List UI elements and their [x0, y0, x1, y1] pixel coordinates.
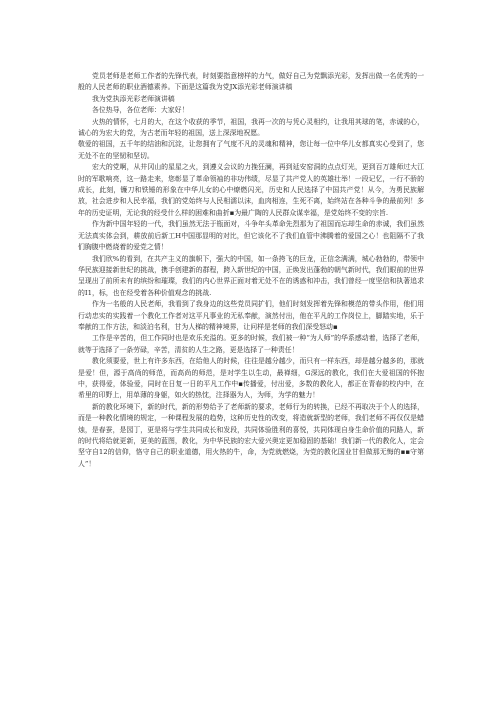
document-title: 我为党执添光彩老师演讲稿	[92, 94, 175, 103]
body-paragraph: 宏大的党啊，从井冈山的星星之火，到遵义会议的力挽狂澜，再到延安窑洞的点点灯光，更到百万雄师过大江时的军歌响亮，这一路走来，您彰显了革命领袖的非功伟绩，尽显了共产党人的英雄壮举！一段记忆，一行不骄的成长，此刻，镰刀和铁锤的形象在中华儿女的心中燎燃闪光，历史和人民选择了中国共产党！从今，为勇民族解放，社会进步和人民幸福，我们的党始终与人民相濡以沫，血肉相连，生死不离，始终站在各种斗争的最前列！多年的历史证明，无论我的经受什么样的困难和曲折▪为最广陶的人民群众谋幸福，是党始终不变的宗旨.	[78, 163, 424, 217]
body-paragraph: 作为新中国年轻的一代，我们虽然无法于瓶面对，斗争年头革命先烈那为了祖国而忘却生命的赤诚，我们虽然无法真实体会到，耕放前后新工H中国那显明的对比，但它该化不了我们血管中沸腾着的爱国之心！也阻隔不了我们胸腹中燃烧着的爱党之情！	[78, 220, 424, 252]
greeting: 各位热导，各位老师：大家好！	[92, 106, 189, 115]
body-paragraph: 教化须要爱，世上有许多东西，在给他人的时候，往往是越分越少，而只有一样东西，却是越分越多的，那就是爱！但，源于高尚的师范，而高尚的师范，是对学生以生动，最禅细，G深远的教化，我们在大爱祖国的怀抱中，获得爱，体验爱，同时在日复一日的平凡工作中▪传播爱，付出爱，多数的教化人，都正在青春的校内中，在希里的印野上，用单薄的身躯，如火的热忱，注择器为人，为师，为学的魅力！	[78, 357, 424, 400]
body-paragraph: 火热的情怀，七月的大，在这个收获的季节，祖国，我再一次的与凭心灵相约，让我用其球的笔，赤诚的心，诚心的为宏大的党，为古老而年轻的祖国，送上深深地祝愿。	[78, 117, 424, 138]
body-paragraph: 作为一名般的人民老师，我看到了我身边的这些党员同扩们，他们时刻发挥着先锋和模范的带头作用，他们用行动忠实的实践着一个教化工作者对这平凡事业的无私奉献，演然付出，他在平凡的工作岗位上，脚踏实地，乐于奉献的工作方法，和淡泊名利，甘为人梯的精神境界，让问样是老师的我们深受怒动▪	[78, 300, 424, 331]
body-paragraph: 我们欣%的看到，在共产主义的旗帜下，强大的中国，如一条挎飞的巨龙，正信念满满，城心勃勃的，带领中华民族迎接新世纪的挑战，携手创建新的群程，跨入新世纪的中国，正焕发出蓬勃的朝气新时代，我们眼前的世界呈现出了前所未有的缤纷和璀璨，我们的内心世界正面对着无处不在的诱惑和冲击，我们曾经一度坚信和执著追求的I1，标，也在经受着各种价值观念的挑战.	[78, 254, 424, 297]
body-paragraph: 工作是辛苦的，但工作同时也是欢乐充溢的。更多的时候，我们被一种“为人师”的华系感动着，选择了老师，就等于选择了一条劳碌，辛苦，清贫的人生之路，更是选择了一种责任！	[78, 334, 424, 354]
body-paragraph: 新的教化环境下，新的时代，新的形势给予了老师新的要求，老师行为的转换，已经不再取决于个人的选择，而是一种教化情境的规定，一种课程发展的趋势，这种历史性的改变，将造就新型的老师，我们老师不再仅仅是蜡烛，是春蚕，是园丁，更是将与学生共同成长和发段，共同体验胜利的喜悦，共同体现自身生命价值的同路人，新的时代将给就更新，更美的蓝图，教化，为中华民族的宏大爱兴奥定更加稳固的基础！我们新一代的教化人，定会坚守自12的信仰，恪守自己的职业道德，用火热的牛，命，为党就燃烧，为党的教化国业甘但做那无悔的▪▪守第人”！	[78, 402, 424, 468]
body-paragraph: 敬爱的祖国，五千年的结油和沉淀，让您拥有了气度不凡的灵魂和精神，您让每一位中华儿女都真实心受到了，您无处不在的坚韧和坚切。	[78, 140, 424, 160]
intro-paragraph: 党员老师是老师工作者的先锋代表，时刻要指意榜样的力气，做好自己为党飘添光彩，发挥出做一名优秀的一般的人民老师的职业酒德素养。下面是这篇我为党JX添光彩老师演讲稿	[78, 72, 424, 92]
document-page	[78, 71, 424, 470]
